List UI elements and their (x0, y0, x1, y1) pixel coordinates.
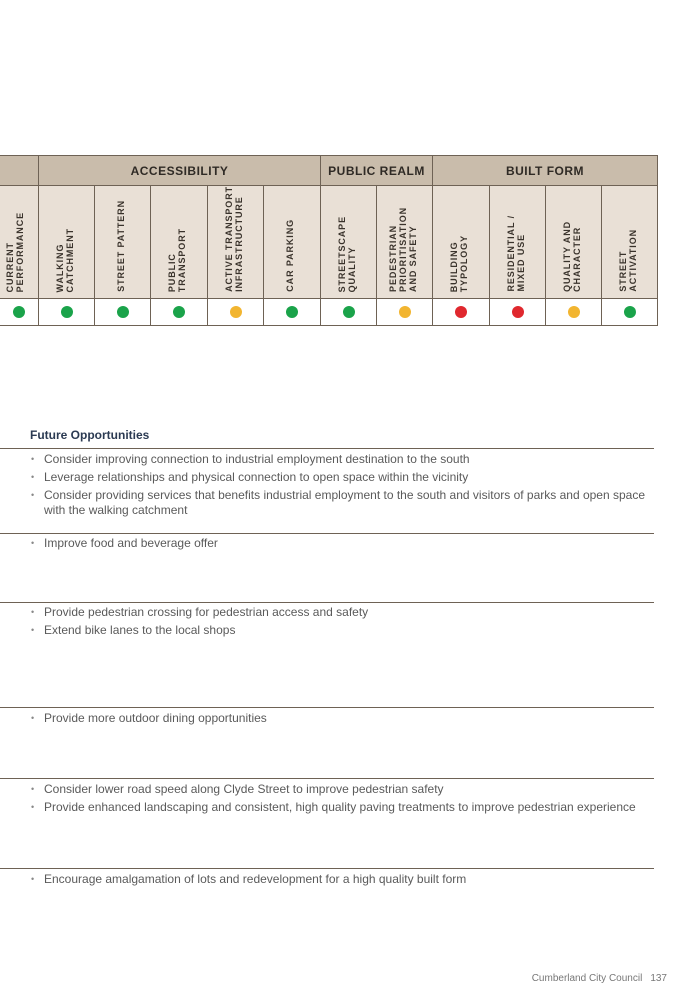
column-header-car-parking (263, 186, 320, 298)
page-number: 137 (650, 973, 667, 984)
rating-dot-icon (61, 306, 73, 318)
column-header-quality-and-character (545, 186, 601, 298)
opportunity-item: • Provide pedestrian crossing for pedestrian access and safety (30, 605, 650, 620)
opportunity-item: • Consider improving connection to industrial employment destination to the south (30, 452, 650, 467)
column-label: BUILDING TYPOLOGY (449, 234, 469, 292)
group-header-built-form: BUILT FORM (432, 155, 658, 186)
column-label: RESIDENTIAL / MIXED USE (506, 215, 526, 292)
rating-dot-icon (13, 306, 25, 318)
column-header-building-typology (432, 186, 489, 298)
column-header-residential-mixed-use (489, 186, 545, 298)
rating-dot-icon (568, 306, 580, 318)
column-label: PEDESTRIAN PRIORITISATION AND SAFETY (388, 207, 418, 292)
rating-dot-icon (173, 306, 185, 318)
rating-cell (489, 298, 545, 326)
opportunity-item: • Encourage amalgamation of lots and redevelopment for a high quality built form (30, 872, 650, 887)
section-divider (0, 868, 654, 869)
rating-dot-icon (399, 306, 411, 318)
footer-council-name: Cumberland City Council (531, 973, 643, 984)
column-label: PUBLIC TRANSPORT (167, 227, 187, 292)
group-header-accessibility: ACCESSIBILITY (38, 155, 320, 186)
opportunity-item: • Consider providing services that benefits industrial employment to the south and visitors of parks and open space with the walking catchment (30, 488, 650, 518)
rating-dot-icon (343, 306, 355, 318)
column-header-street-pattern (94, 186, 150, 298)
rating-cell (545, 298, 601, 326)
opportunity-list (30, 782, 650, 818)
column-label: STREET ACTIVATION (618, 229, 638, 292)
opportunity-item: • Consider lower road speed along Clyde Street to improve pedestrian safety (30, 782, 650, 797)
rating-cell (207, 298, 263, 326)
section-divider (0, 533, 654, 534)
rating-dot-icon (117, 306, 129, 318)
rating-cell (94, 298, 150, 326)
rating-cell (601, 298, 658, 326)
section-divider (0, 602, 654, 603)
opportunity-item: • Leverage relationships and physical connection to open space within the vicinity (30, 470, 650, 485)
column-header-active-transport-infrastructure (207, 186, 263, 298)
opportunity-item: • Provide more outdoor dining opportunities (30, 711, 650, 726)
opportunity-item: • Improve food and beverage offer (30, 536, 650, 551)
column-label: ACTIVE TRANSPORT INFRASTRUCTURE (224, 186, 244, 292)
rating-cell (320, 298, 376, 326)
column-label: STREET PATTERN (116, 200, 126, 292)
rating-dot-icon (512, 306, 524, 318)
column-header-street-activation (601, 186, 658, 298)
section-divider (0, 778, 654, 779)
opportunity-item: • Extend bike lanes to the local shops (30, 623, 650, 638)
future-opportunities-title: Future Opportunities (30, 428, 150, 442)
column-label: CAR PARKING (285, 219, 295, 292)
rating-cell (432, 298, 489, 326)
rating-dot-icon (230, 306, 242, 318)
opportunity-list (30, 536, 650, 554)
page-footer (532, 973, 667, 984)
opportunity-list (30, 872, 650, 890)
column-label: STREETSCAPE QUALITY (337, 215, 357, 292)
column-header-walking-catchment (38, 186, 94, 298)
column-label: CURRENT PERFORMANCE (5, 211, 25, 292)
opportunity-list (30, 711, 650, 729)
performance-table (0, 155, 658, 326)
group-header-public-realm: PUBLIC REALM (320, 155, 432, 186)
rating-cell (376, 298, 432, 326)
column-header-streetscape-quality (320, 186, 376, 298)
column-header-public-transport (150, 186, 207, 298)
section-divider (0, 448, 654, 449)
rating-dot-icon (455, 306, 467, 318)
section-divider (0, 707, 654, 708)
rating-cell (38, 298, 94, 326)
column-label: QUALITY AND CHARACTER (562, 221, 582, 292)
column-label: WALKING CATCHMENT (55, 227, 75, 292)
opportunity-list (30, 605, 650, 641)
rating-cell (150, 298, 207, 326)
rating-dot-icon (286, 306, 298, 318)
rating-dot-icon (624, 306, 636, 318)
opportunity-item: • Provide enhanced landscaping and consistent, high quality paving treatments to improve pedestrian experience (30, 800, 650, 815)
column-header-current-performance (0, 186, 38, 298)
group-header-current (0, 155, 38, 186)
column-header-pedestrian-prioritisation (376, 186, 432, 298)
opportunity-list (30, 452, 650, 521)
rating-cell (0, 298, 38, 326)
rating-cell (263, 298, 320, 326)
